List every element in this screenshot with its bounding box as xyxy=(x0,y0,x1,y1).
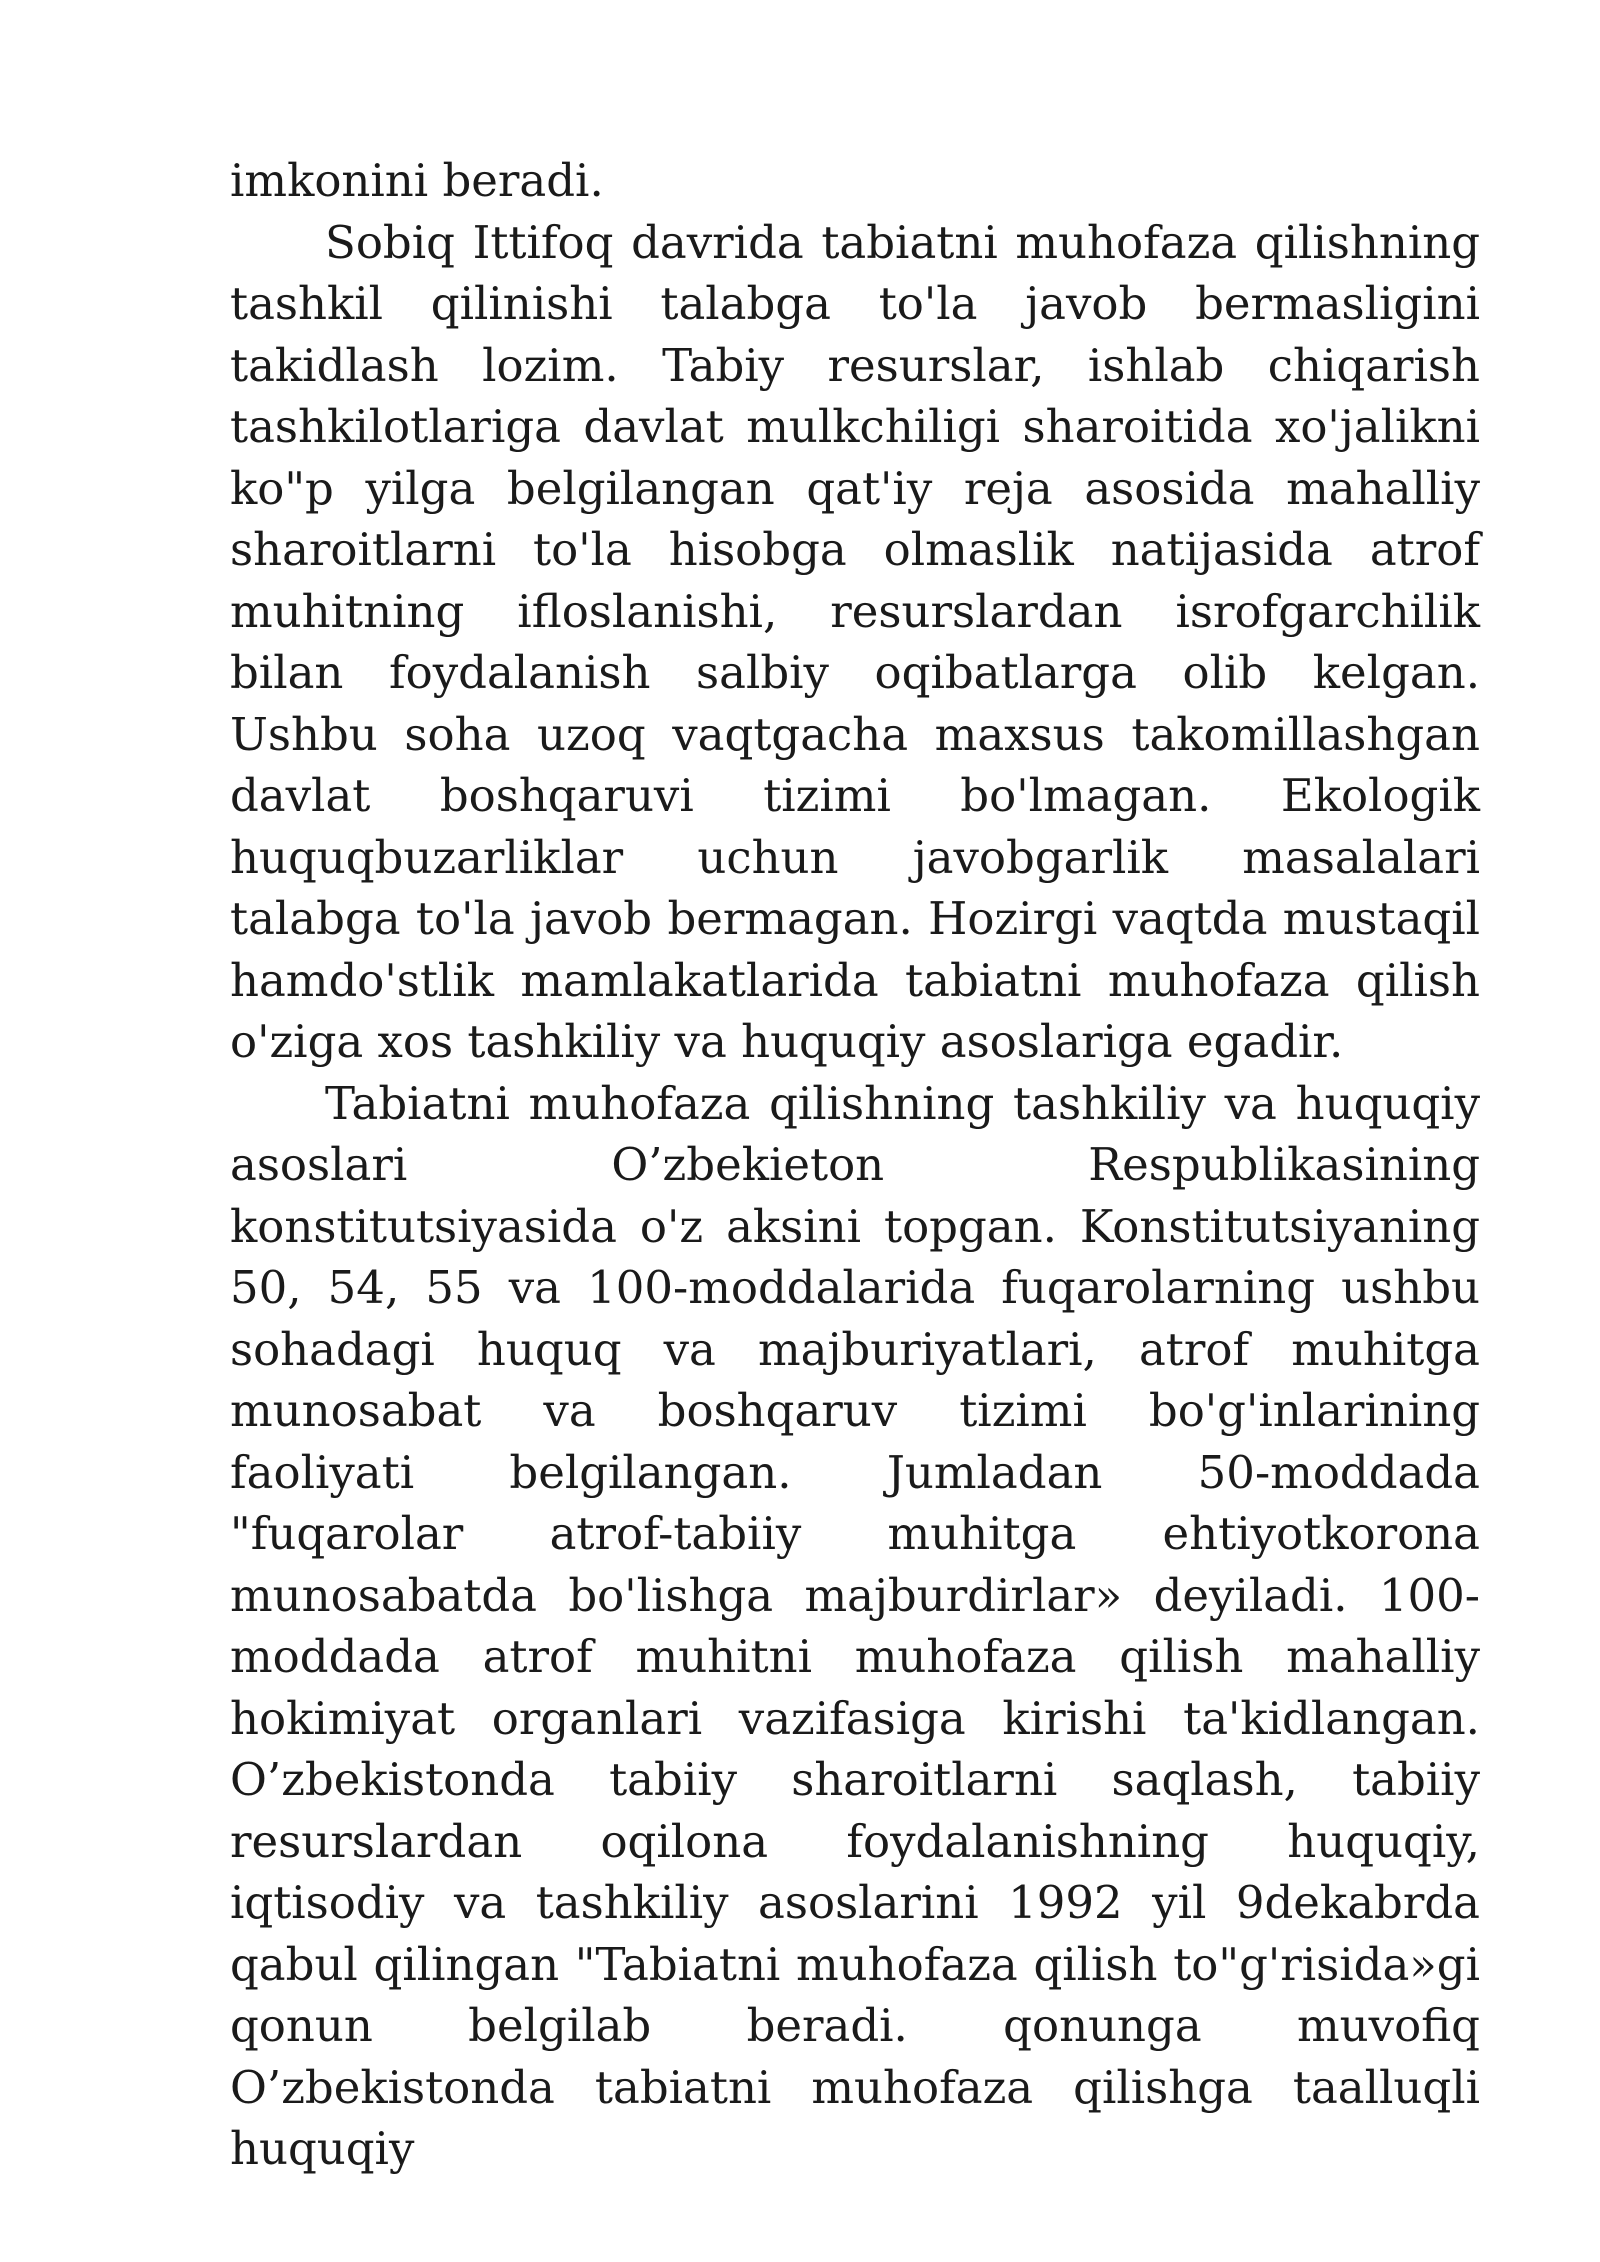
paragraph-soviet-period: Sobiq Ittifoq davrida tabiatni muhofaza qilishning tashkil qilinishi talabga to'la javob bermasligini takidlash lozim. Tabiy resurslar, ishlab chiqarish tashkilotlariga davlat mulkchiligi sharoitida xo'jalikni ko"p yilga belgilangan qat'iy reja asosida mahalliy sharoitlarni to'la hisobga olmaslik natijasida atrof muhitning ifloslanishi, resurslardan isrofgarchilik bilan foydalanish salbiy oqibatlarga olib kelgan. Ushbu soha uzoq vaqtgacha maxsus takomillashgan davlat boshqaruvi tizimi bo'lmagan. Ekologik huquqbuzarliklar uchun javobgarlik masalalari talabga to'la javob bermagan. Hozirgi vaqtda mustaqil hamdo'stlik mamlakatlarida tabiatni muhofaza qilish o'ziga xos tashkiliy va huquqiy asoslariga egadir. xyxy=(230,215,1480,1068)
paragraph-continuation: imkonini beradi. xyxy=(230,154,604,207)
document-page xyxy=(230,150,1480,2180)
paragraph-legal-foundations: Tabiatni muhofaza qilishning tashkiliy va huquqiy asoslari O’zbekieton Respublikasining konstitutsiyasida o'z aksini topgan. Konstitutsiyaning 50, 54, 55 va 100-moddalarida fuqarolarning ushbu sohadagi huquq va majburiyatlari, atrof muhitga munosabat va boshqaruv tizimi bo'g'inlarining faoliyati belgilangan. Jumladan 50-moddada "fuqarolar atrof-tabiiy muhitga ehtiyotkorona munosabatda bo'lishga majburdirlar» deyiladi. 100-moddada atrof muhitni muhofaza qilish mahalliy hokimiyat organlari vazifasiga kirishi ta'kidlangan. O’zbekistonda tabiiy sharoitlarni saqlash, tabiiy resurslardan oqilona foydalanishning huquqiy, iqtisodiy va tashkiliy asoslarini 1992 yil 9dekabrda qabul qilingan "Tabiatni muhofaza qilish to"g'risida»gi qonun belgilab beradi. qonunga muvofiq O’zbekistonda tabiatni muhofaza qilishga taalluqli huquqiy xyxy=(230,1076,1480,2175)
